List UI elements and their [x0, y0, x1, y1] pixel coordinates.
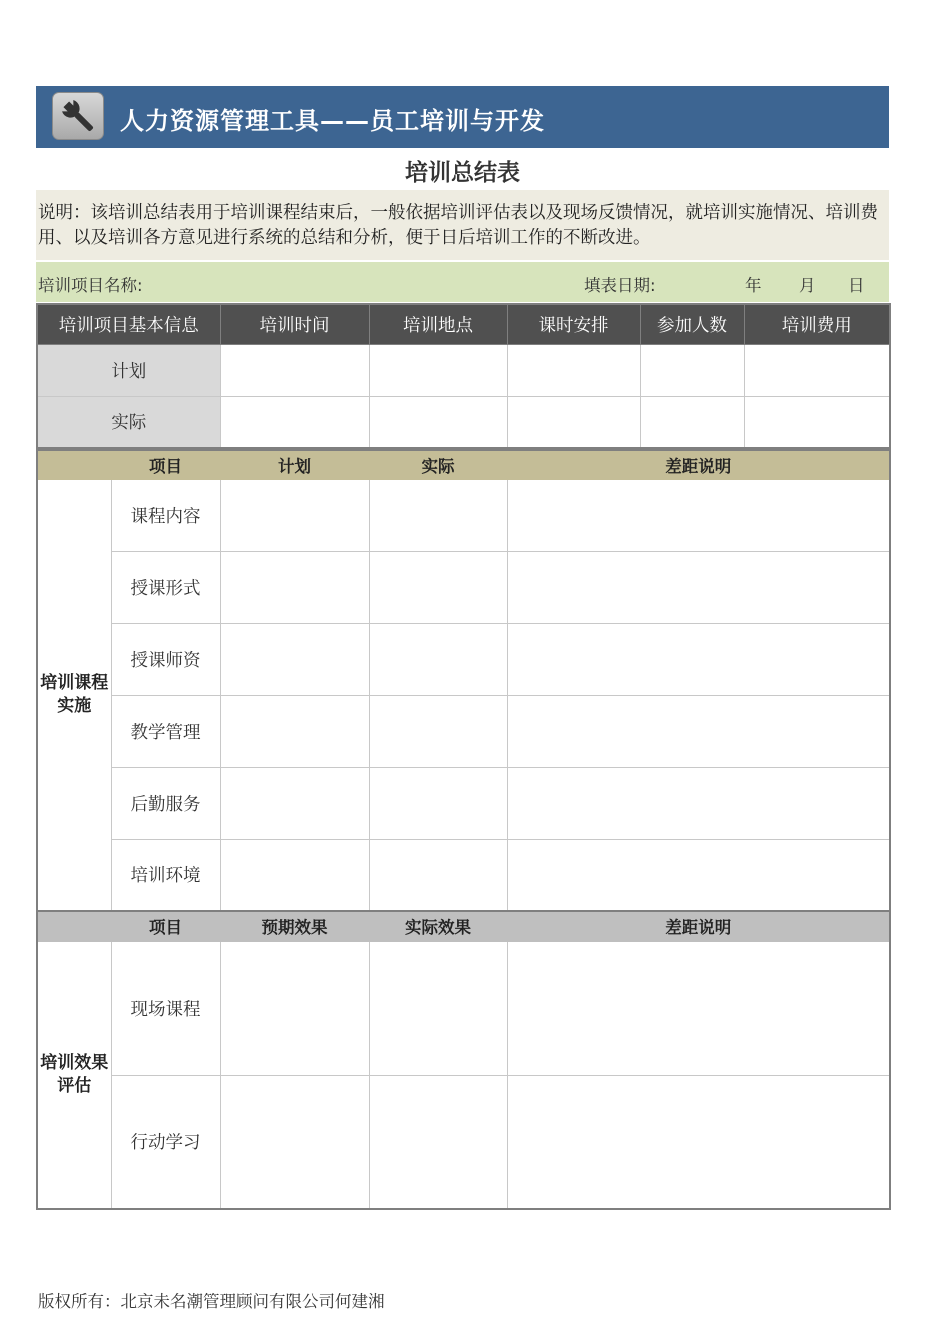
table-row	[37, 695, 890, 767]
row-label: 计划	[37, 344, 220, 396]
evaluation-header-row	[37, 911, 890, 941]
input-cell[interactable]	[369, 767, 507, 839]
basic-info-table	[36, 303, 891, 449]
input-cell[interactable]	[507, 767, 890, 839]
input-cell[interactable]	[744, 344, 890, 396]
date-day-label: 日	[848, 276, 865, 295]
input-cell[interactable]	[507, 695, 890, 767]
input-cell[interactable]	[220, 551, 369, 623]
input-cell[interactable]	[507, 1075, 890, 1209]
input-cell[interactable]	[220, 623, 369, 695]
table-row	[37, 396, 890, 448]
header-cell: 培训地点	[369, 304, 507, 344]
input-cell[interactable]	[369, 695, 507, 767]
banner-title: 人力资源管理工具——员工培训与开发	[120, 107, 545, 135]
input-cell[interactable]	[640, 396, 744, 448]
input-cell[interactable]	[507, 941, 890, 1075]
input-cell[interactable]	[220, 1075, 369, 1209]
input-cell[interactable]	[369, 396, 507, 448]
input-cell[interactable]	[640, 344, 744, 396]
item-label: 授课形式	[111, 551, 220, 623]
item-label: 现场课程	[111, 941, 220, 1075]
table-row	[37, 1075, 890, 1209]
input-cell[interactable]	[507, 551, 890, 623]
implementation-table	[36, 449, 891, 912]
section-label-text: 培训效果评估	[40, 1052, 109, 1096]
table-row	[37, 479, 890, 551]
wrench-icon	[52, 92, 104, 140]
input-cell[interactable]	[507, 396, 640, 448]
table-row	[37, 623, 890, 695]
date-year-label: 年	[745, 276, 762, 295]
header-cell: 培训时间	[220, 304, 369, 344]
section-label-text: 培训课程实施	[40, 672, 109, 716]
copyright-footer: 版权所有：北京未名潮管理顾问有限公司何建湘	[38, 1292, 385, 1311]
table-row	[37, 839, 890, 911]
item-label: 行动学习	[111, 1075, 220, 1209]
header-cell: 参加人数	[640, 304, 744, 344]
section-label	[37, 479, 111, 911]
fill-date-label: 填表日期:	[584, 276, 656, 295]
input-cell[interactable]	[507, 344, 640, 396]
header-cell: 培训项目基本信息	[37, 304, 220, 344]
implementation-header-row	[37, 450, 890, 479]
item-label: 课程内容	[111, 479, 220, 551]
header-cell: 项目	[111, 450, 220, 479]
input-cell[interactable]	[369, 941, 507, 1075]
header-cell: 差距说明	[507, 450, 890, 479]
header-cell: 课时安排	[507, 304, 640, 344]
table-row	[37, 941, 890, 1075]
section-label	[37, 941, 111, 1209]
header-cell: 差距说明	[507, 911, 890, 941]
input-cell[interactable]	[507, 479, 890, 551]
input-cell[interactable]	[369, 1075, 507, 1209]
item-label: 后勤服务	[111, 767, 220, 839]
date-month-label: 月	[799, 276, 816, 295]
input-cell[interactable]	[220, 396, 369, 448]
input-cell[interactable]	[507, 839, 890, 911]
input-cell[interactable]	[744, 396, 890, 448]
input-cell[interactable]	[369, 839, 507, 911]
header-cell: 计划	[220, 450, 369, 479]
item-label: 培训环境	[111, 839, 220, 911]
page-title: 培训总结表	[405, 160, 520, 186]
project-name-label: 培训项目名称:	[38, 276, 143, 295]
input-cell[interactable]	[507, 623, 890, 695]
input-cell[interactable]	[369, 344, 507, 396]
input-cell[interactable]	[220, 479, 369, 551]
input-cell[interactable]	[369, 623, 507, 695]
header-cell: 预期效果	[220, 911, 369, 941]
input-cell[interactable]	[220, 695, 369, 767]
table-row	[37, 344, 890, 396]
description-text: 说明：该培训总结表用于培训课程结束后，一般依据培训评估表以及现场反馈情况，就培训实施情况、培训费用、以及培训各方意见进行系统的总结和分析，便于日后培训工作的不断改进。	[38, 203, 878, 248]
header-cell: 实际	[369, 450, 507, 479]
evaluation-table	[36, 910, 891, 1210]
input-cell[interactable]	[220, 767, 369, 839]
input-cell[interactable]	[220, 839, 369, 911]
table-row	[37, 767, 890, 839]
basic-info-header-row	[37, 304, 890, 344]
header-cell-empty	[37, 450, 111, 479]
header-cell: 实际效果	[369, 911, 507, 941]
table-row	[37, 551, 890, 623]
input-cell[interactable]	[369, 479, 507, 551]
header-cell: 项目	[111, 911, 220, 941]
item-label: 授课师资	[111, 623, 220, 695]
item-label: 教学管理	[111, 695, 220, 767]
input-cell[interactable]	[369, 551, 507, 623]
input-cell[interactable]	[220, 941, 369, 1075]
row-label: 实际	[37, 396, 220, 448]
header-cell-empty	[37, 911, 111, 941]
input-cell[interactable]	[220, 344, 369, 396]
header-cell: 培训费用	[744, 304, 890, 344]
